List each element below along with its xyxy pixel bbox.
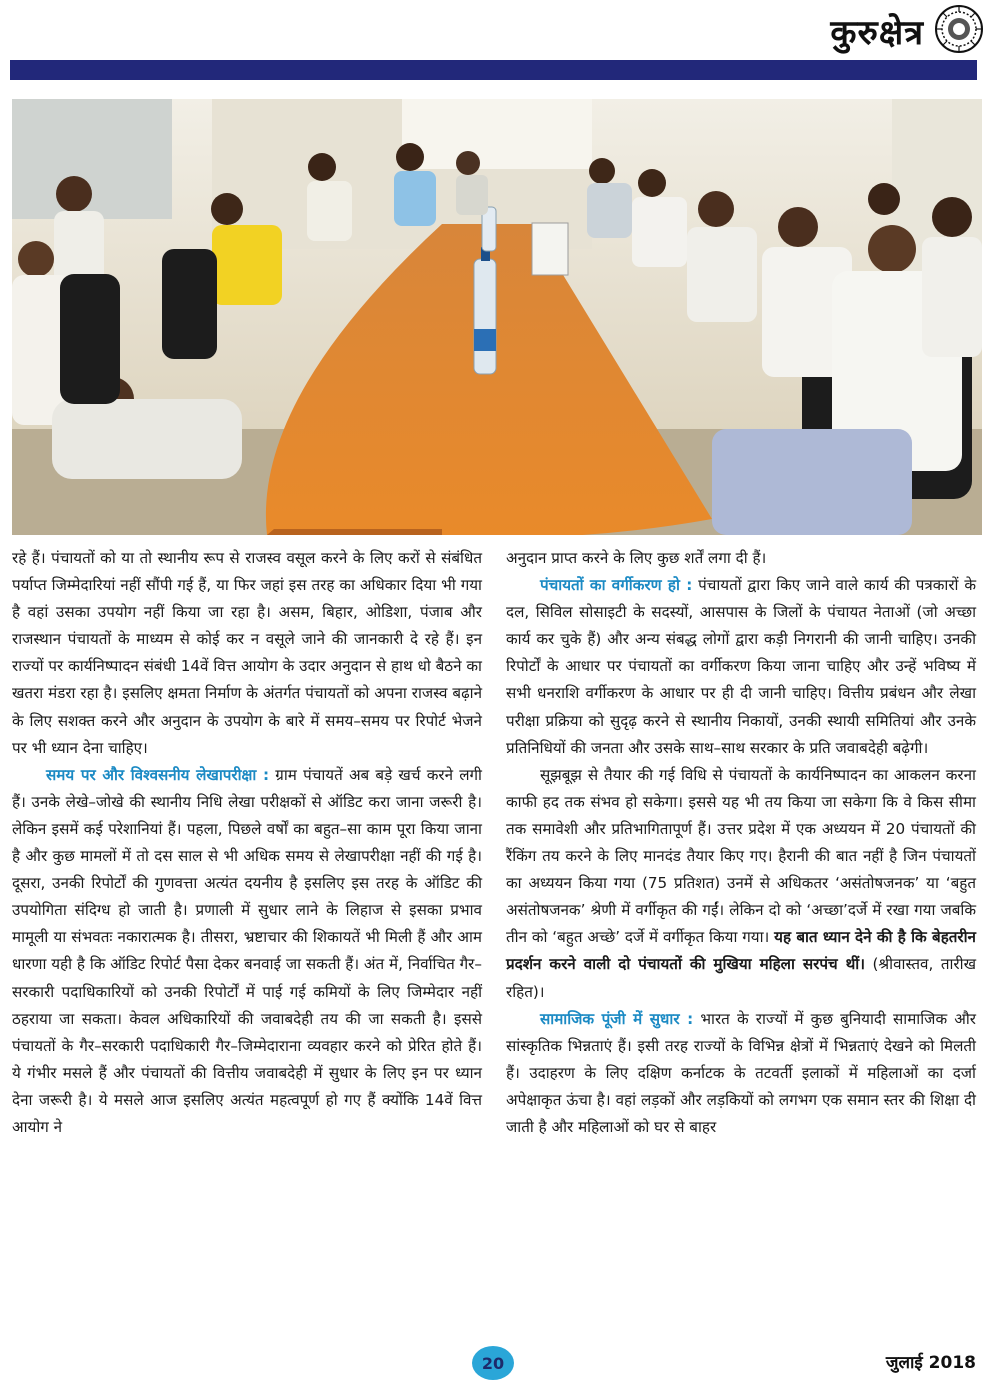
paragraph: [506, 572, 976, 762]
citation: (श्रीवास्तव, तारीख रहित)।: [506, 955, 976, 1001]
header-band: [10, 60, 977, 80]
paragraph: [506, 762, 976, 1006]
section-heading: पंचायतों का वर्गीकरण हो :: [540, 576, 693, 595]
highlighted-sentence: यह बात ध्यान देने की है कि बेहतरीन प्रदर्शन करने वाली दो पंचायतों की मुखिया महिला सरपंच थीं।: [506, 928, 976, 974]
article-left-column: [12, 545, 482, 1141]
circular-emblem-icon: [934, 4, 984, 54]
paragraph-body: भारत के राज्यों में कुछ बुनियादी सामाजिक और सांस्कृतिक भिन्नताएं हैं। इसी तरह राज्यों के विभिन्न क्षेत्रों में भिन्नताएं देखने को मिलती हैं। उदाहरण के लिए दक्षिण कर्नाटक के तटवर्ती इलाकों में महिलाओं का दर्जा अपेक्षाकृत ऊंचा है। वहां लड़कों और लड़कियों को लगभग एक समान स्तर की शिक्षा दी जाती है और महिलाओं को घर से बाहर: [506, 1009, 976, 1136]
paragraph: अनुदान प्राप्त करने के लिए कुछ शर्तें लगा दी हैं।: [506, 549, 767, 567]
paragraph-body: सूझबूझ से तैयार की गई विधि से पंचायतों के कार्यनिष्पादन का आकलन करना काफी हद तक संभव हो सकेगा। इससे यह भी तय किया जा सकेगा कि वे किस सीमा तक समावेशी और प्रतिभागितापूर्ण हैं। उत्तर प्रदेश में एक अध्ययन में 20 पंचायतों की रैंकिंग तय करने के लिए मानदंड तैयार किए गए। हैरानी की बात नहीं है जिन पंचायतों का अध्ययन किया गया (75 प्रतिशत) उनमें से अधिकतर ‘असंतोषजनक’ या ‘बहुत असंतोषजनक’ श्रेणी में वर्गीकृत की गईं। लेकिन दो को ‘अच्छा’दर्जे में रखा गया जबकि तीन को ‘बहुत अच्छे’ दर्जे में वर्गीकृत किया गया।: [506, 765, 976, 947]
paragraph-body: ग्राम पंचायतें अब बड़े खर्च करने लगी हैं। उनके लेखे–जोखे की स्थानीय निधि लेखा परीक्षकों से ऑडिट करा जाना जरूरी है। लेकिन इसमें कई परेशानियां हैं। पहला, पिछले वर्षों का बहुत–सा काम पूरा किया जाना है और कुछ मामलों में तो दस साल से भी अधिक समय से लेखापरीक्षा नहीं की गई है। दूसरा, उनकी रिपोर्टों की गुणवत्ता अत्यंत दयनीय है इसलिए इस तरह के ऑडिट की उपयोगिता संदिग्ध हो जाती है। प्रणाली में सुधार लाने के लिहाज से इसका प्रभाव मामूली या संभवतः नकारात्मक है। तीसरा, भ्रष्टाचार की शिकायतें भी मिली हैं और आम धारणा यही है कि ऑडिट रिपोर्ट पैसा देकर बनवाई जा सकती हैं। अंत में, निर्वाचित गैर–सरकारी पदाधिकारियों को उनकी रिपोर्टों में पाई गई कमियों के लिए जिम्मेदार नहीं ठहराया जा सकता। केवल अधिकारियों की जवाबदेही तय की जा सकती है। इससे पंचायतों के गैर–सरकारी पदाधिकारी गैर–जिम्मेदाराना व्यवहार करने को प्रेरित होते हैं। ये गंभीर मसले हैं और पंचायतों की वित्तीय जवाबदेही में सुधार के लिए इन पर ध्यान देना जरूरी है। ये मसले आज इसलिए अत्यंत महत्वपूर्ण हो गए हैं क्योंकि 14वें वित्त आयोग ने: [12, 765, 482, 1136]
section-heading: सामाजिक पूंजी में सुधार :: [540, 1009, 694, 1028]
section-heading: समय पर और विश्वसनीय लेखापरीक्षा :: [46, 765, 270, 784]
paragraph: रहे हैं। पंचायतों को या तो स्थानीय रूप से राजस्व वसूल करने के लिए करों से संबंधित पर्याप्त जिम्मेदारियां नहीं सौंपी गई हैं, या फिर जहां इस तरह का अधिकार दिया भी गया है वहां उसका उपयोग नहीं किया जा रहा है। असम, बिहार, ओडिशा, पंजाब और राजस्थान पंचायतों के माध्यम से कोई कर न वसूले जाने की जानकारी दे रहे हैं। इन राज्यों पर कार्यनिष्पादन संबंधी 14वें वित्त आयोग के उदार अनुदान से हाथ धो बैठने का खतरा मंडरा रहा है। इसलिए क्षमता निर्माण के अंतर्गत पंचायतों को अपना राजस्व बढ़ाने के लिए सशक्त करने और अनुदान के उपयोग के बारे में समय–समय पर रिपोर्ट भेजने पर भी ध्यान देना चाहिए।: [12, 549, 482, 757]
page-number: 20: [472, 1346, 514, 1380]
issue-date: जुलाई 2018: [885, 1353, 976, 1373]
magazine-title: कुरुक्षेत्र: [830, 13, 924, 53]
panchayat-meeting-photo: [12, 99, 982, 535]
article-right-column: [506, 545, 976, 1141]
masthead: [0, 0, 1000, 56]
paragraph-body: पंचायतों द्वारा किए जाने वाले कार्य की पत्रकारों के दल, सिविल सोसाइटी के सदस्यों, आसपास के जिलों के पंचायत नेताओं (जो अच्छा कार्य कर चुके हैं) और अन्य संबद्ध लोगों द्वारा कड़ी निगरानी की जानी चाहिए। उनकी रिपोर्टों के आधार पर पंचायतों का वर्गीकरण किया जाना चाहिए और उन्हें भविष्य में सभी धनराशि वर्गीकरण के आधार पर ही दी जानी चाहिए। वित्तीय प्रबंधन और लेखा परीक्षा प्रक्रिया को सुदृढ़ करने से स्थानीय निकायों, उनकी स्थायी समितियां और उनके प्रतिनिधियों की जनता और उसके साथ–साथ सरकार के प्रति जवाबदेही बढ़ेगी।: [506, 576, 976, 757]
paragraph: [12, 762, 482, 1141]
paragraph: [506, 1006, 976, 1141]
